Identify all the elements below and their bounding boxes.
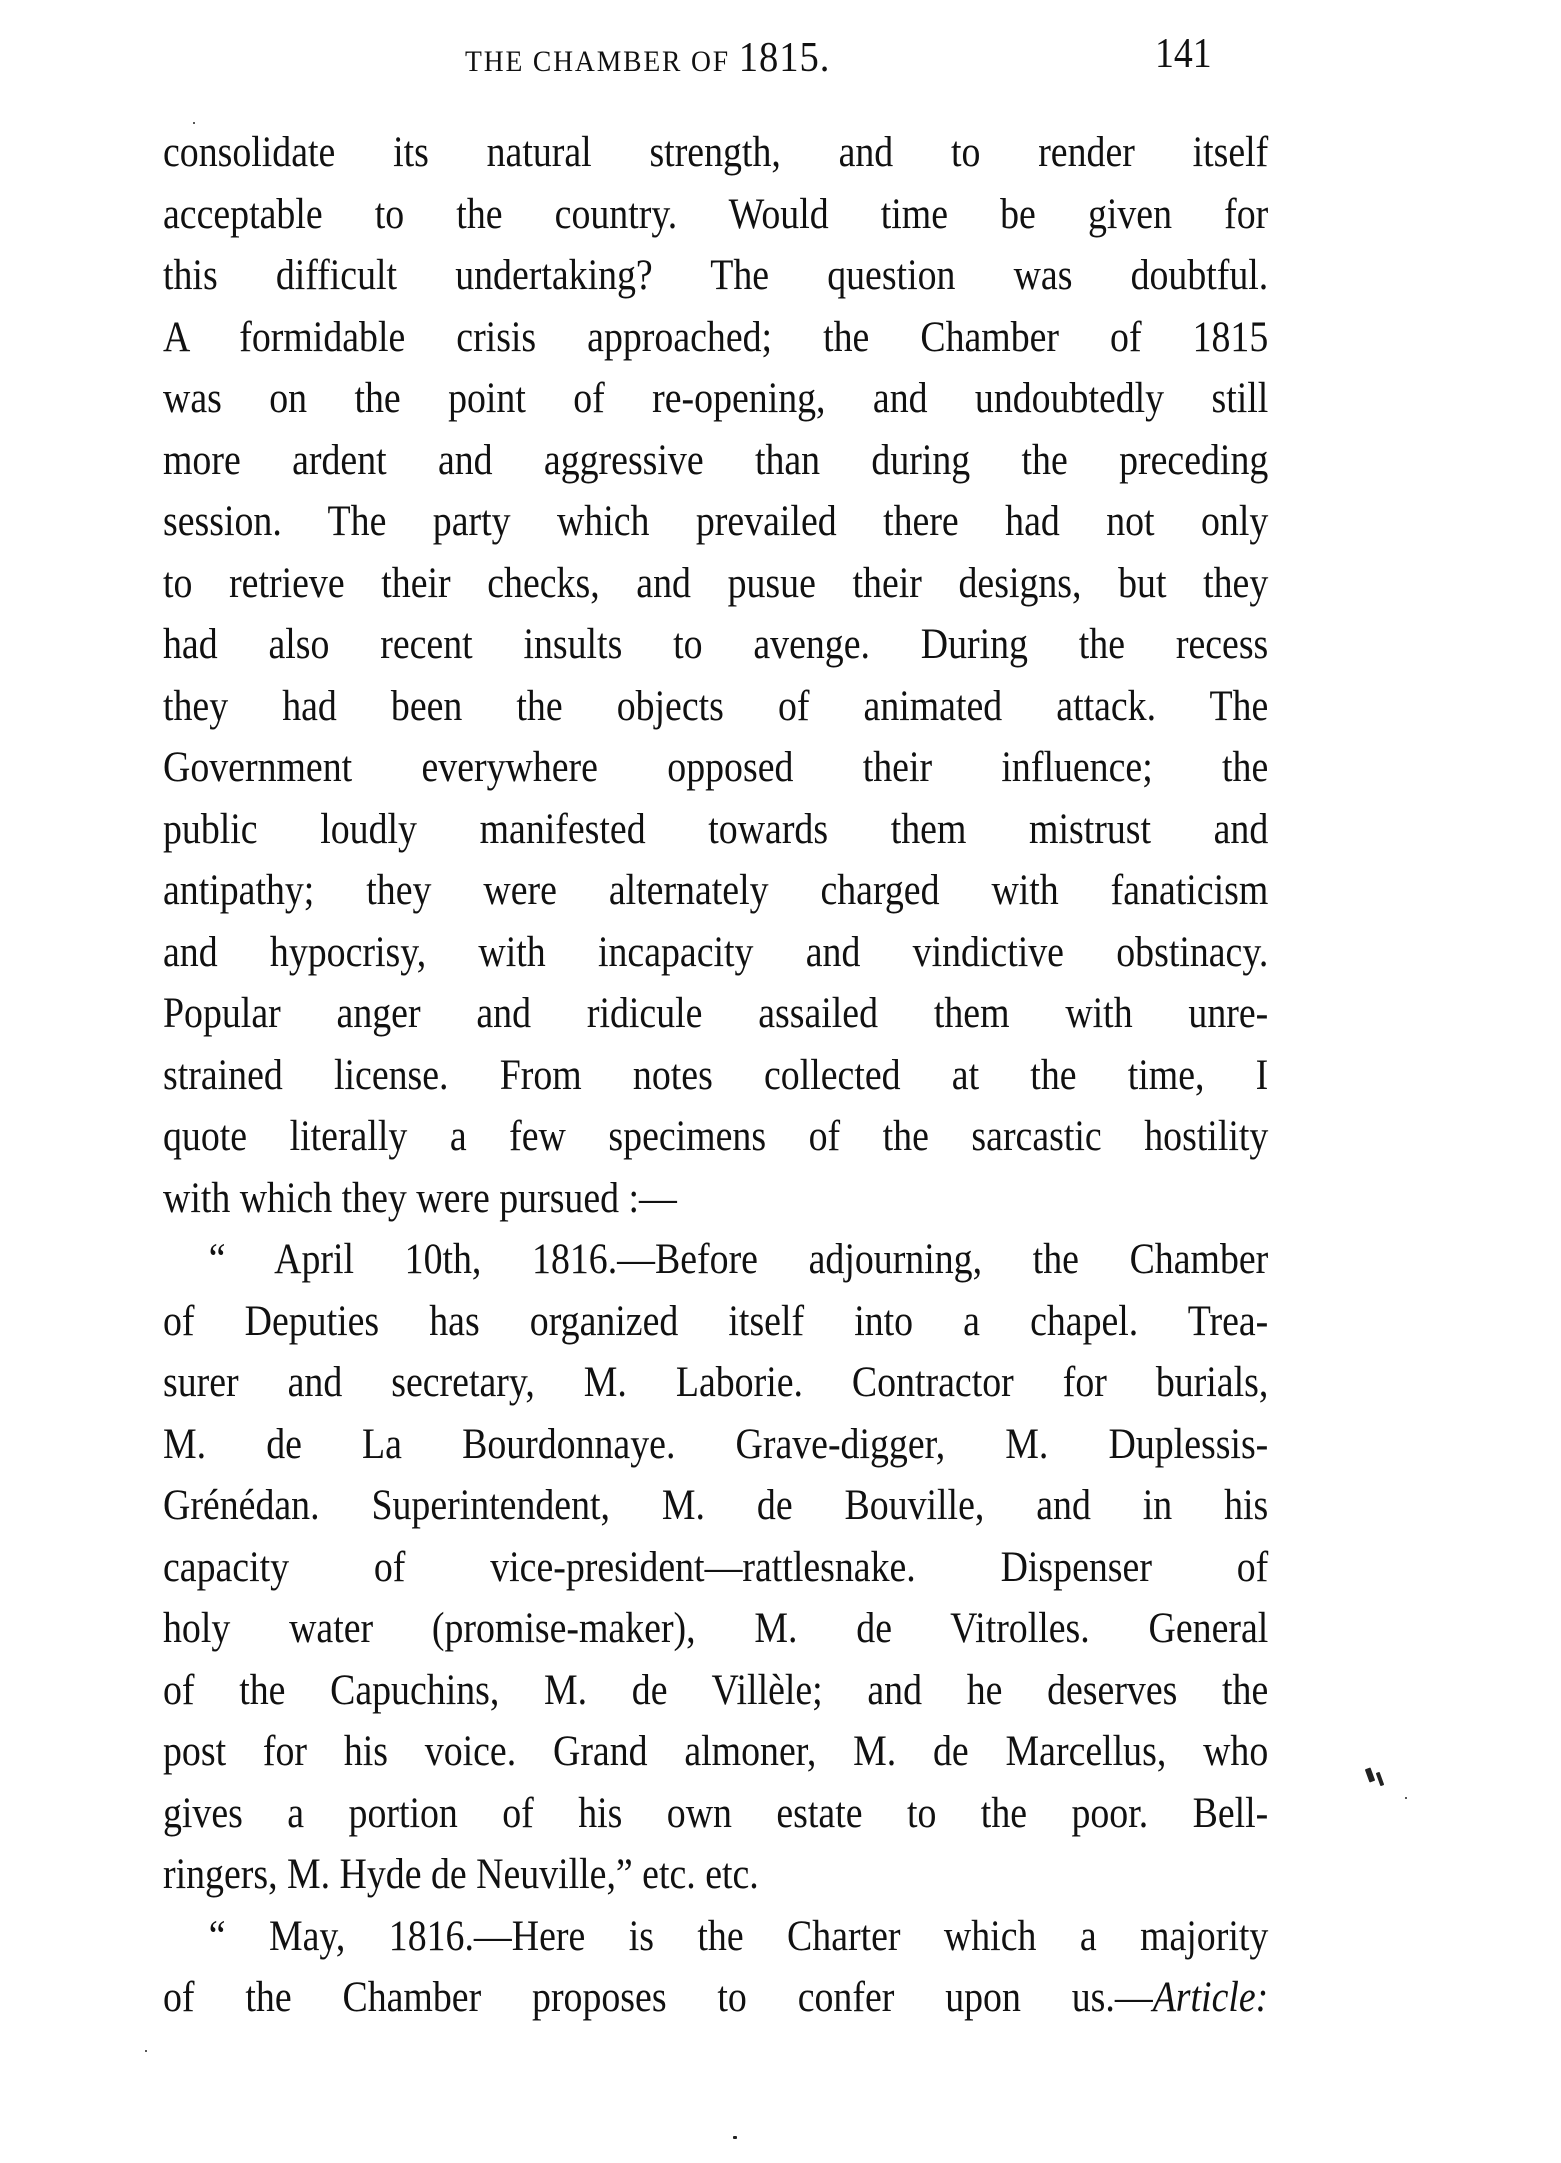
text-line: acceptable to the country. Would time be given for xyxy=(163,190,1269,238)
text-line: ringers, M. Hyde de Neuville,” etc. etc. xyxy=(163,1851,759,1898)
scan-speck xyxy=(193,122,195,124)
text-line: post for his voice. Grand almoner, M. de Marcellus, who xyxy=(163,1728,1269,1775)
text-line: session. The party which prevailed there had not only xyxy=(163,498,1269,545)
body-text xyxy=(163,122,1268,2029)
text-line: surer and secretary, M. Laborie. Contractor for burials, xyxy=(163,1359,1269,1406)
text-line: Grénédan. Superintendent, M. de Bouville, and in his xyxy=(163,1482,1269,1529)
text-line: had also recent insults to avenge. During the recess xyxy=(163,621,1269,668)
text-line: quote literally a few specimens of the sarcastic hostility xyxy=(163,1113,1269,1160)
quote-start-line: “ May, 1816.—Here is the Charter which a majority xyxy=(208,1912,1269,1960)
running-head xyxy=(0,28,1561,88)
scan-speck xyxy=(145,2050,147,2052)
text-line: of Deputies has organized itself into a chapel. Trea- xyxy=(163,1297,1269,1345)
text-line: more ardent and aggressive than during the preceding xyxy=(163,436,1269,484)
text-line xyxy=(163,1967,1268,2029)
text-line: and hypocrisy, with incapacity and vindictive obstinacy. xyxy=(163,928,1269,976)
text-line: holy water (promise-maker), M. de Vitrolles. General xyxy=(163,1605,1269,1652)
text-line: M. de La Bourdonnaye. Grave-digger, M. Duplessis- xyxy=(163,1420,1269,1468)
text-line: capacity of vice-president—rattlesnake. Dispenser of xyxy=(163,1543,1269,1591)
text-line: with which they were pursued :— xyxy=(163,1174,677,1222)
text-line: this difficult undertaking? The question was doubtful. xyxy=(163,252,1269,299)
page-number: 141 xyxy=(1155,31,1212,77)
final-line-roman: of the Chamber proposes to confer upon us.— xyxy=(163,1974,1153,2021)
running-title-year: 1815. xyxy=(738,35,831,81)
text-line: Government everywhere opposed their influence; the xyxy=(163,744,1269,791)
scan-speck xyxy=(1405,1797,1407,1799)
running-title xyxy=(465,34,830,82)
running-title-text: THE CHAMBER OF xyxy=(465,45,739,78)
scan-speck xyxy=(1365,1767,1375,1782)
text-line: public loudly manifested towards them mistrust and xyxy=(163,805,1269,853)
text-line: was on the point of re-opening, and undoubtedly still xyxy=(163,375,1269,422)
scan-speck xyxy=(1376,1772,1385,1787)
text-line: antipathy; they were alternately charged with fanaticism xyxy=(163,867,1269,914)
scan-speck xyxy=(733,2136,737,2139)
final-line-italic: Article: xyxy=(1152,1974,1269,2021)
text-line: A formidable crisis approached; the Chamber of 1815 xyxy=(163,313,1269,361)
text-line: to retrieve their checks, and pusue their designs, but they xyxy=(163,559,1269,607)
quote-start-line: “ April 10th, 1816.—Before adjourning, the Chamber xyxy=(208,1236,1269,1283)
text-line: they had been the objects of animated attack. The xyxy=(163,682,1269,730)
text-line: of the Capuchins, M. de Villèle; and he deserves the xyxy=(163,1666,1269,1714)
text-line: gives a portion of his own estate to the poor. Bell- xyxy=(163,1789,1269,1837)
text-line: consolidate its natural strength, and to render itself xyxy=(163,129,1269,176)
text-line: strained license. From notes collected at the time, I xyxy=(163,1051,1269,1099)
text-line: Popular anger and ridicule assailed them with unre- xyxy=(163,990,1269,1037)
